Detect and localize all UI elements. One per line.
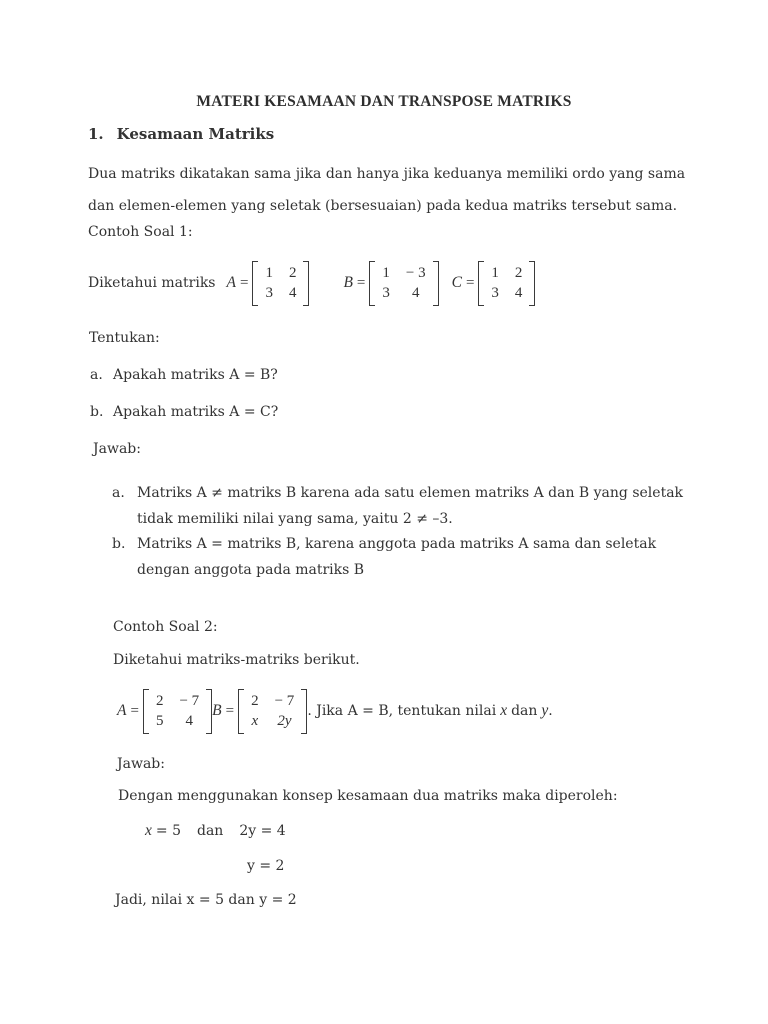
matrix-cell: 4 (411, 284, 420, 301)
equals-sign: = (239, 274, 249, 291)
matrix-c-name: C (451, 274, 462, 291)
question-b-label: b. (90, 404, 104, 420)
matrix-cell: 1 (265, 264, 273, 281)
question-a-label: a. (90, 367, 103, 383)
sentence-part: dan (511, 703, 538, 719)
answer-b-label: b. (112, 536, 126, 552)
matrix-cell: 3 (265, 284, 273, 301)
variable-x: x (500, 702, 508, 719)
equals-sign: = (356, 274, 366, 291)
matrix-cell: 1 (491, 264, 499, 281)
question-b (90, 404, 278, 420)
answer-b-text (137, 532, 656, 583)
matrix-right-bracket (433, 261, 439, 306)
answer-a-label: a. (112, 485, 125, 501)
contoh2-matrix-row (117, 687, 553, 735)
konsep-text: Dengan menggunakan konsep kesamaan dua matriks maka diperoleh: (118, 788, 618, 804)
matrix-cell: 2 (155, 692, 164, 709)
matrix-a2-name: A (117, 702, 127, 719)
matrix-b-name: B (343, 274, 353, 291)
matrix-cell: 2 (288, 264, 297, 281)
variable-y: y (541, 702, 549, 719)
eq1-part2: 2y = 4 (239, 823, 286, 839)
matrix-a-name: A (226, 274, 236, 291)
matrix-a2 (143, 689, 212, 734)
matrix-b2-name: B (212, 702, 222, 719)
matrix-b (369, 261, 438, 306)
sentence-part: . (548, 703, 553, 719)
conclusion-text: Jadi, nilai x = 5 dan y = 2 (115, 892, 297, 908)
matrix-a2-cells (149, 689, 206, 734)
page-title: MATERI KESAMAAN DAN TRANSPOSE MATRIKS (196, 93, 572, 110)
matrix-a (252, 261, 309, 306)
matrix-right-bracket (529, 261, 535, 306)
intro-paragraph (88, 158, 685, 222)
jawab-2-label: Jawab: (117, 756, 165, 772)
answer-list (112, 481, 683, 583)
sentence-part: . Jika A = B, tentukan nilai (307, 703, 497, 719)
jawab-1-label: Jawab: (93, 441, 141, 457)
contoh-soal-1-label: Contoh Soal 1: (88, 224, 193, 240)
contoh1-matrix-row (88, 257, 535, 309)
intro-line-2: dan elemen-elemen yang seletak (bersesuaian) pada kedua matriks tersebut sama. (88, 198, 678, 214)
matrix-cell: x (251, 712, 259, 729)
matrix-c (478, 261, 535, 306)
diketahui-2-text: Diketahui matriks-matriks berikut. (113, 652, 360, 668)
equation-1 (145, 822, 286, 840)
answer-a-line-1: Matriks A ≠ matriks B karena ada satu elemen matriks A dan B yang seletak (137, 485, 684, 501)
question-a (90, 367, 278, 383)
matrix-c-cells (484, 261, 529, 306)
matrix-cell: 2 (514, 264, 523, 281)
matrix-cell: − 3 (405, 264, 426, 281)
matrix-cell: 4 (514, 284, 523, 301)
eq1-variable: x (145, 822, 152, 839)
equals-sign: = (465, 274, 475, 291)
section-heading (88, 125, 274, 143)
matrix-b2-cells (244, 689, 301, 734)
intro-line-1: Dua matriks dikatakan sama jika dan hanya jika keduanya memiliki ordo yang sama (88, 166, 686, 182)
contoh-soal-2-label: Contoh Soal 2: (113, 619, 218, 635)
answer-b-line-2: dengan anggota pada matriks B (137, 561, 365, 578)
eq1-conjunction: dan (196, 823, 224, 839)
equation-2: y = 2 (247, 858, 285, 874)
question-b-text: Apakah matriks A = C? (113, 404, 279, 420)
matrix-cell: 2y (277, 712, 292, 729)
question-a-text: Apakah matriks A = B? (113, 367, 278, 383)
answer-a-line-2: tidak memiliki nilai yang sama, yaitu 2 ≠ –3. (137, 510, 453, 527)
answer-item-b (112, 532, 683, 583)
diketahui-text: Diketahui matriks (88, 275, 216, 291)
matrix-cell: 1 (382, 264, 390, 281)
answer-b-line-1: Matriks A = matriks B, karena anggota pada matriks A sama dan seletak (137, 536, 657, 552)
matrix-b2 (238, 689, 307, 734)
matrix-cell: − 7 (274, 692, 295, 709)
eq1-value: = 5 (155, 823, 181, 839)
section-heading-text: Kesamaan Matriks (116, 125, 275, 143)
answer-item-a (112, 481, 683, 532)
matrix-cell: 3 (382, 284, 390, 301)
equals-sign: = (225, 702, 235, 719)
matrix-cell: − 7 (179, 692, 200, 709)
matrix-b-cells (375, 261, 432, 306)
matrix-cell: 4 (288, 284, 297, 301)
matrix-cell: 5 (155, 712, 164, 729)
answer-a-text (137, 481, 683, 532)
matrix-right-bracket (303, 261, 309, 306)
matrix-cell: 4 (185, 712, 194, 729)
tentukan-label: Tentukan: (89, 330, 160, 346)
section-number: 1. (88, 125, 104, 143)
equals-sign: = (130, 702, 139, 719)
matrix-cell: 2 (251, 692, 259, 709)
matrix-a-cells (258, 261, 303, 306)
matrix-cell: 3 (491, 284, 499, 301)
